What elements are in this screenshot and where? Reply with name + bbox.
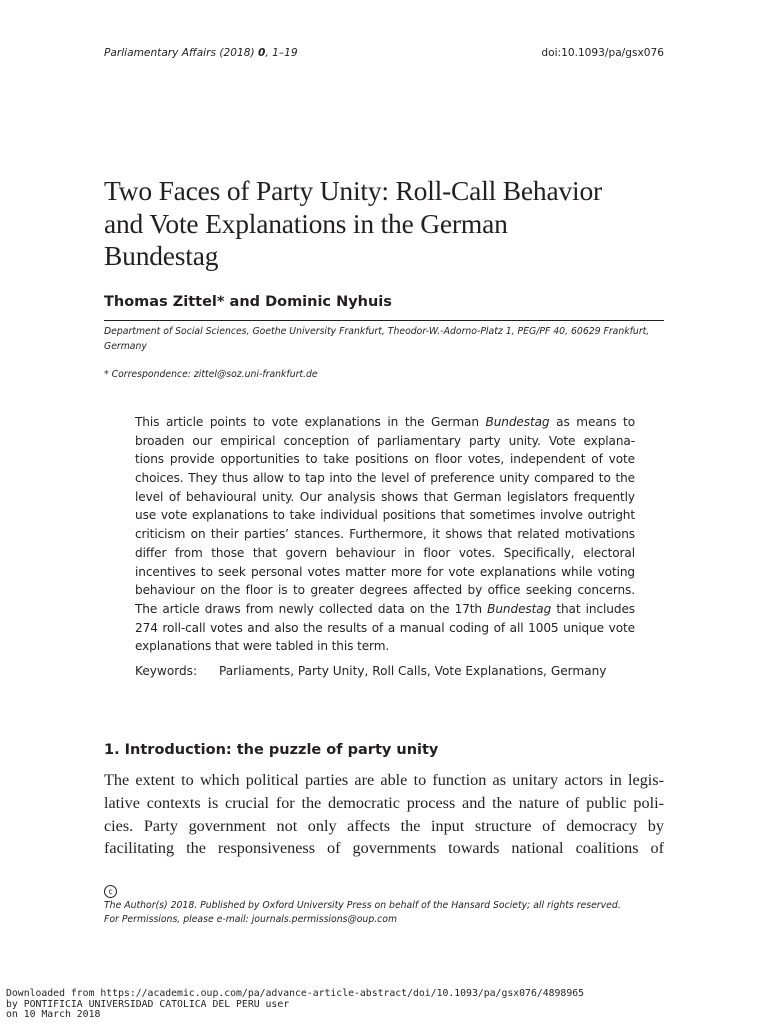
abstract-line [135, 506, 635, 525]
abstract-line [135, 488, 635, 507]
copyright-icon: c [104, 885, 117, 898]
abstract-line [135, 581, 635, 600]
body-line: lative contexts is crucial for the democratic process and the nature of public poli- [104, 793, 664, 812]
title-line: Bundestag [104, 240, 219, 271]
correspondence: * Correspondence: zittel@soz.uni-frankfurt.de [104, 369, 318, 380]
abstract-line [135, 525, 635, 544]
copyright-footnote [104, 886, 621, 927]
body-line: The extent to which political parties are able to function as unitary actors in legis- [104, 771, 664, 789]
download-note [6, 989, 584, 1021]
body-line: facilitating the responsiveness of governments towards national coalitions of [104, 839, 664, 858]
abstract-text: criticism on their parties’ stances. Furthermore, it shows that related motivations [135, 527, 635, 542]
permissions-line: For Permissions, please e-mail: journals.permissions@oup.com [104, 914, 398, 925]
journal-name: Parliamentary Affairs (2018) [104, 47, 255, 59]
abstract-text: choices. They thus allow to tap into the level of preference unity compared to the [135, 471, 635, 486]
copyright-text: The Author(s) 2018. Published by Oxford University Press on behalf of the Hansard Society; all rights reserved. [104, 900, 621, 911]
abstract-line [135, 544, 635, 563]
affiliation [104, 325, 674, 354]
abstract-text: that includes [551, 601, 635, 616]
abstract-text: The article draws from newly collected data on the 17th [135, 601, 488, 616]
abstract-line [135, 450, 635, 469]
journal-citation [104, 47, 298, 59]
keywords-label: Keywords: [135, 664, 198, 678]
title-line: and Vote Explanations in the German [104, 207, 508, 239]
abstract-text: broaden our empirical conception of parliamentary party unity. Vote explana- [135, 433, 635, 448]
download-line: on 10 March 2018 [6, 1009, 101, 1021]
abstract-text: level of behavioural unity. Our analysis shows that German legislators frequently [135, 489, 635, 504]
abstract-text: behaviour on the floor is to greater degrees affected by office seeking concerns. [135, 583, 635, 598]
abstract-emphasis: Bundestag [487, 601, 552, 616]
abstract-emphasis: Bundestag [485, 415, 550, 429]
abstract-text: tions provide opportunities to take positions on floor votes, independent of vote [135, 452, 635, 467]
journal-pages: , 1–19 [265, 47, 298, 59]
abstract-text: as means to [549, 415, 635, 429]
abstract-line [135, 563, 635, 582]
copyright-line [104, 886, 621, 913]
abstract-line [135, 619, 635, 638]
download-line: by PONTIFICIA UNIVERSIDAD CATOLICA DEL PERU user [6, 998, 290, 1010]
keywords [135, 664, 606, 678]
article-title [104, 175, 684, 273]
abstract-line [135, 413, 635, 432]
keywords-list: Parliaments, Party Unity, Roll Calls, Vote Explanations, Germany [219, 664, 607, 678]
abstract-line [135, 637, 635, 656]
section-heading: 1. Introduction: the puzzle of party unity [104, 742, 439, 758]
abstract-text: 274 roll-call votes and also the results of a manual coding of all 1005 unique vote [135, 620, 635, 635]
body-text [104, 769, 664, 860]
authors: Thomas Zittel* and Dominic Nyhuis [104, 294, 392, 310]
body-line: cies. Party government not only affects the input structure of democracy by [104, 816, 664, 835]
abstract-text: incentives to seek personal votes matter more for vote explanations while voting [135, 564, 635, 579]
affiliation-line: Department of Social Sciences, Goethe University Frankfurt, Theodor-W.-Adorno-Platz 1, PEG/PF 40, 60629 Frankfurt, [104, 326, 650, 337]
abstract-line [135, 432, 635, 451]
abstract-text: differ from those that govern behaviour in floor votes. Specifically, electoral [135, 545, 635, 560]
abstract-line [135, 600, 635, 619]
abstract [135, 413, 635, 656]
abstract-text: This article points to vote explanations in the German [135, 415, 486, 429]
abstract-text: use vote explanations to take individual positions that sometimes involve outright [135, 508, 635, 523]
title-line: Two Faces of Party Unity: Roll-Call Behavior [104, 175, 602, 206]
journal-volume: 0 [257, 47, 266, 59]
affiliation-line: Germany [104, 340, 147, 352]
abstract-text: explanations that were tabled in this term. [135, 639, 390, 654]
title-rule [104, 320, 664, 321]
download-line: Downloaded from https://academic.oup.com/pa/advance-article-abstract/doi/10.1093/pa/gsx076/4898965 [6, 988, 585, 999]
doi: doi:10.1093/pa/gsx076 [541, 47, 664, 59]
abstract-line [135, 469, 635, 488]
